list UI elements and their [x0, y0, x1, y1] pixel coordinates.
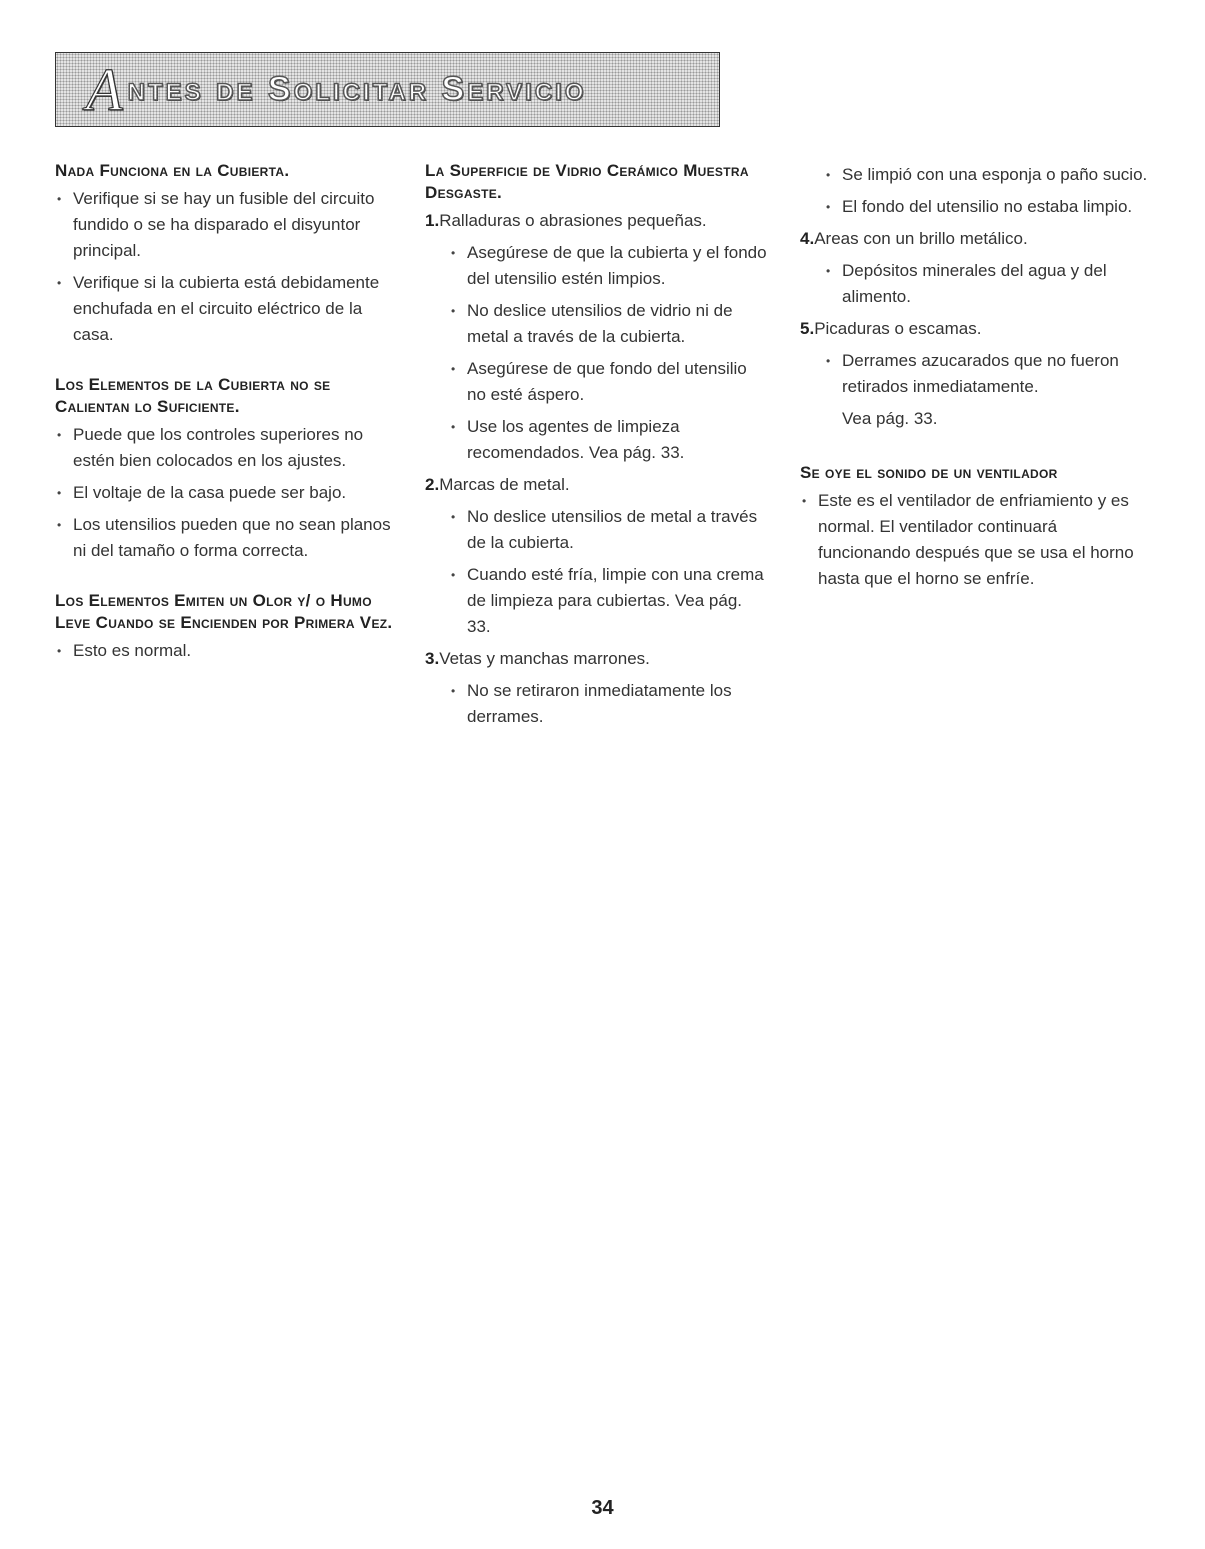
page-title: [56, 53, 719, 126]
section-ventilador: [800, 462, 1150, 592]
list-item: • Puede que los controles superiores no estén bien colocados en los ajustes.: [55, 422, 400, 474]
title-initial: A: [86, 56, 126, 123]
item-text: Vetas y manchas marrones.: [439, 649, 650, 668]
section-heading: La Superficie de Vidrio Cerámico Muestra Desgaste.: [425, 161, 749, 202]
list-item: • No deslice utensilios de metal a través de la cubierta.: [425, 504, 770, 556]
section-heading: Nada Funciona en la Cubierta.: [55, 161, 290, 180]
section-nada-funciona: [55, 160, 400, 348]
section-olor-humo: [55, 590, 400, 664]
page-number: 34: [591, 1497, 614, 1519]
list-item: • Derrames azucarados que no fueron retirados inmediatamente.: [800, 348, 1150, 400]
list-item: • Asegúrese de que fondo del utensilio no esté áspero.: [425, 356, 770, 408]
list-item-continued: Vea pág. 33.: [842, 409, 938, 428]
list-item: • No se retiraron inmediatamente los derrames.: [425, 678, 770, 730]
list-item: • Cuando esté fría, limpie con una crema de limpieza para cubiertas. Vea pág. 33.: [425, 562, 770, 640]
item-number: 4.: [800, 229, 815, 248]
section-no-calientan: [55, 374, 400, 564]
item-number: 3.: [425, 649, 440, 668]
column-right: [800, 160, 1150, 618]
section-heading: Se oye el sonido de un ventilador: [800, 463, 1058, 482]
list-item: • Los utensilios pueden que no sean planos ni del tamaño o forma correcta.: [55, 512, 400, 564]
item-text: Areas con un brillo metálico.: [814, 229, 1028, 248]
item-text: Marcas de metal.: [439, 475, 570, 494]
list-item: • El voltaje de la casa puede ser bajo.: [55, 480, 400, 506]
numbered-item: [800, 316, 1150, 342]
list-item: • No deslice utensilios de vidrio ni de metal a través de la cubierta.: [425, 298, 770, 350]
list-item: • Esto es normal.: [55, 638, 400, 664]
item-number: 1.: [425, 211, 440, 230]
item-number: 5.: [800, 319, 815, 338]
list-item: • Verifique si se hay un fusible del circuito fundido o se ha disparado el disyuntor principal.: [55, 186, 400, 264]
numbered-item: [425, 472, 770, 498]
numbered-item: [425, 208, 770, 234]
column-middle: [425, 160, 770, 736]
list-item: • Asegúrese de que la cubierta y el fondo del utensilio estén limpios.: [425, 240, 770, 292]
section-heading: Los Elementos Emiten un Olor y/ o Humo Leve Cuando se Encienden por Primera Vez.: [55, 591, 393, 632]
list-item: • Se limpió con una esponja o paño sucio.: [800, 162, 1150, 188]
item-text: Ralladuras o abrasiones pequeñas.: [439, 211, 707, 230]
list-item: • Use los agentes de limpieza recomendados. Vea pág. 33.: [425, 414, 770, 466]
numbered-item: [800, 226, 1150, 252]
list-item: • Verifique si la cubierta está debidamente enchufada en el circuito eléctrico de la casa.: [55, 270, 400, 348]
list-item: • El fondo del utensilio no estaba limpio.: [800, 194, 1150, 220]
title-rest: ntes de Solicitar Servicio: [127, 70, 587, 108]
list-item: • Este es el ventilador de enfriamiento y es normal. El ventilador continuará funcionando después que se usa el horno hasta que el horno se enfríe.: [800, 488, 1150, 592]
item-text: Picaduras o escamas.: [814, 319, 982, 338]
list-item: • Depósitos minerales del agua y del alimento.: [800, 258, 1150, 310]
column-left: [55, 160, 400, 690]
item-number: 2.: [425, 475, 440, 494]
section-heading: Los Elementos de la Cubierta no se Calientan lo Suficiente.: [55, 375, 331, 416]
numbered-item: [425, 646, 770, 672]
page-banner: [55, 52, 720, 127]
